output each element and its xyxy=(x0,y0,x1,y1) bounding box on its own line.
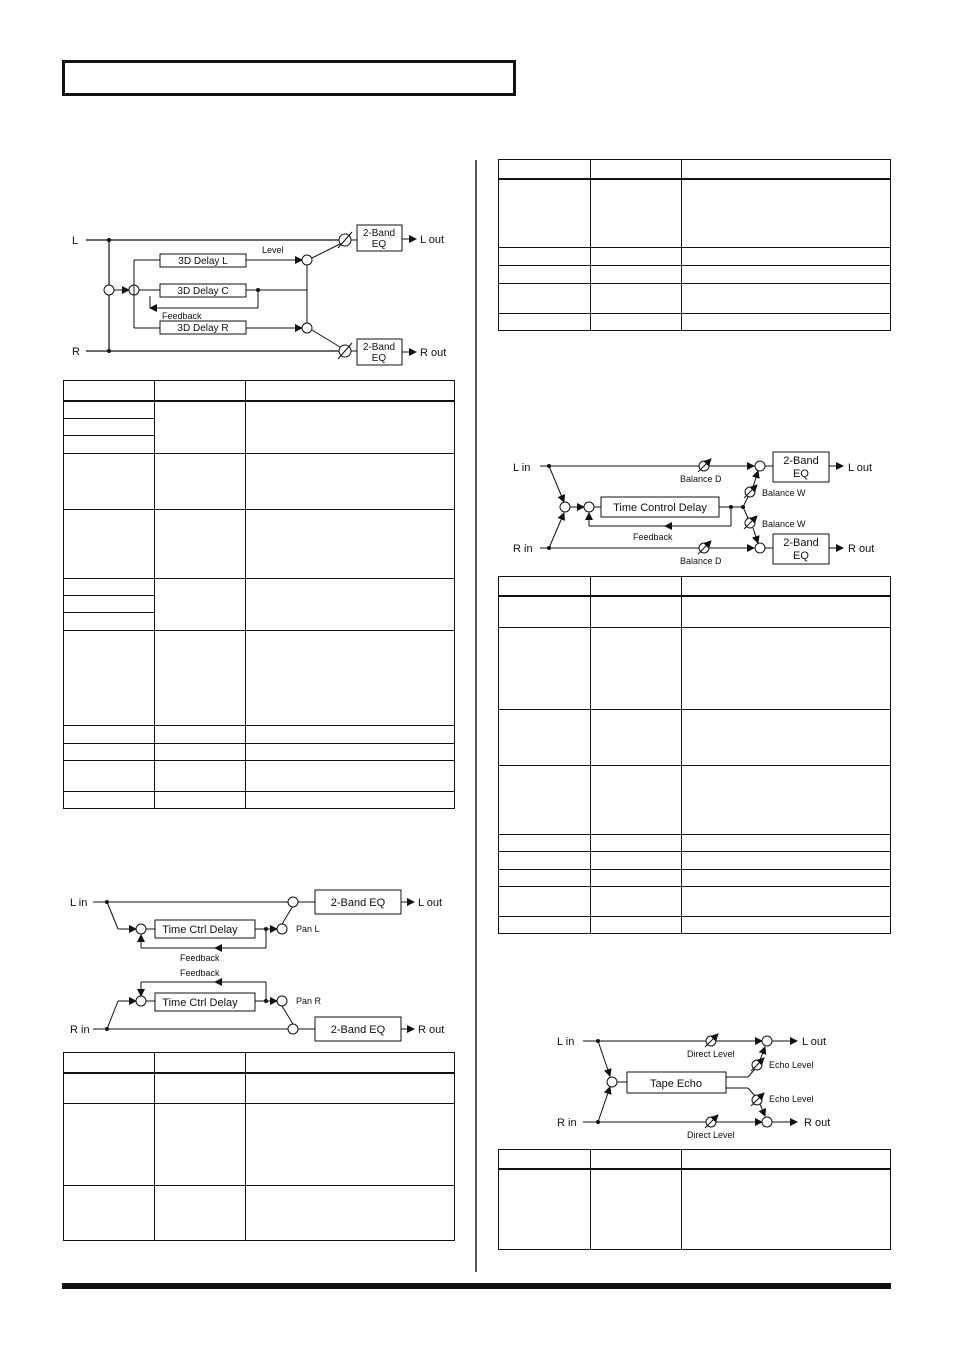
r-in-label: R in xyxy=(557,1117,577,1129)
param-table-tape-echo xyxy=(498,1149,891,1250)
l-out-label: L out xyxy=(418,897,443,909)
eq-label-bottom-2: EQ xyxy=(371,353,387,364)
balance-d-bottom: Balance D xyxy=(680,556,722,566)
param-table-time-control-delay xyxy=(498,576,891,934)
feedback-top: Feedback xyxy=(180,953,220,963)
l-out-label: L out xyxy=(848,462,873,474)
balance-w-top: Balance W xyxy=(762,488,806,498)
eq-bottom-2: EQ xyxy=(793,550,809,562)
eq-top-2: EQ xyxy=(793,468,809,480)
out-l-label: L out xyxy=(420,234,445,246)
delay-r-label: 3D Delay R xyxy=(177,323,229,334)
l-out-label: L out xyxy=(802,1036,827,1048)
diagram-tape-echo xyxy=(555,1030,845,1145)
param-table-time-ctrl-delay xyxy=(63,1052,455,1241)
column-divider xyxy=(475,160,477,1272)
pan-r-label: Pan R xyxy=(296,996,322,1006)
direct-level-bottom: Direct Level xyxy=(687,1130,735,1140)
page-header-box xyxy=(62,60,516,96)
param-table-3d-delay xyxy=(63,380,455,809)
eq-bottom-1: 2-Band xyxy=(783,537,819,549)
param-table-right-top xyxy=(498,159,891,331)
input-l-label: L xyxy=(72,235,79,247)
diagram-time-ctrl-delay xyxy=(60,880,460,1050)
eq-bottom: 2-Band EQ xyxy=(330,1024,386,1036)
r-out-label: R out xyxy=(804,1117,831,1129)
eq-label-top-2: EQ xyxy=(371,239,387,250)
l-in-label: L in xyxy=(70,897,88,909)
l-in-label: L in xyxy=(557,1036,575,1048)
feedback-bottom: Feedback xyxy=(180,968,220,978)
r-in-label: R in xyxy=(513,543,533,555)
echo-level-bottom: Echo Level xyxy=(769,1094,814,1104)
delay-block: Time Control Delay xyxy=(613,502,707,514)
delay-c-label: 3D Delay C xyxy=(177,286,229,297)
delay-block-bottom: Time Ctrl Delay xyxy=(162,997,238,1009)
eq-label-bottom-1: 2-Band xyxy=(362,342,396,353)
l-in-label: L in xyxy=(513,462,531,474)
balance-d-top: Balance D xyxy=(680,474,722,484)
delay-block-top: Time Ctrl Delay xyxy=(162,924,238,936)
eq-label-top-1: 2-Band xyxy=(362,228,396,239)
out-r-label: R out xyxy=(420,347,447,359)
feedback-label: Feedback xyxy=(633,532,673,542)
r-out-label: R out xyxy=(848,543,875,555)
page-footer-rule xyxy=(62,1283,891,1289)
balance-w-bottom: Balance W xyxy=(762,519,806,529)
r-out-label: R out xyxy=(418,1024,445,1036)
echo-level-top: Echo Level xyxy=(769,1060,814,1070)
diagram-time-control-delay xyxy=(510,448,890,570)
eq-top-1: 2-Band xyxy=(783,455,819,467)
echo-block: Tape Echo xyxy=(650,1078,702,1090)
delay-l-label: 3D Delay L xyxy=(178,256,228,267)
direct-level-top: Direct Level xyxy=(687,1049,735,1059)
level-label: Level xyxy=(262,245,284,255)
eq-top: 2-Band EQ xyxy=(330,897,386,909)
input-r-label: R xyxy=(72,346,80,358)
diagram-3d-delay xyxy=(60,215,460,375)
r-in-label: R in xyxy=(70,1024,90,1036)
pan-l-label: Pan L xyxy=(296,924,320,934)
feedback-label: Feedback xyxy=(162,311,202,321)
